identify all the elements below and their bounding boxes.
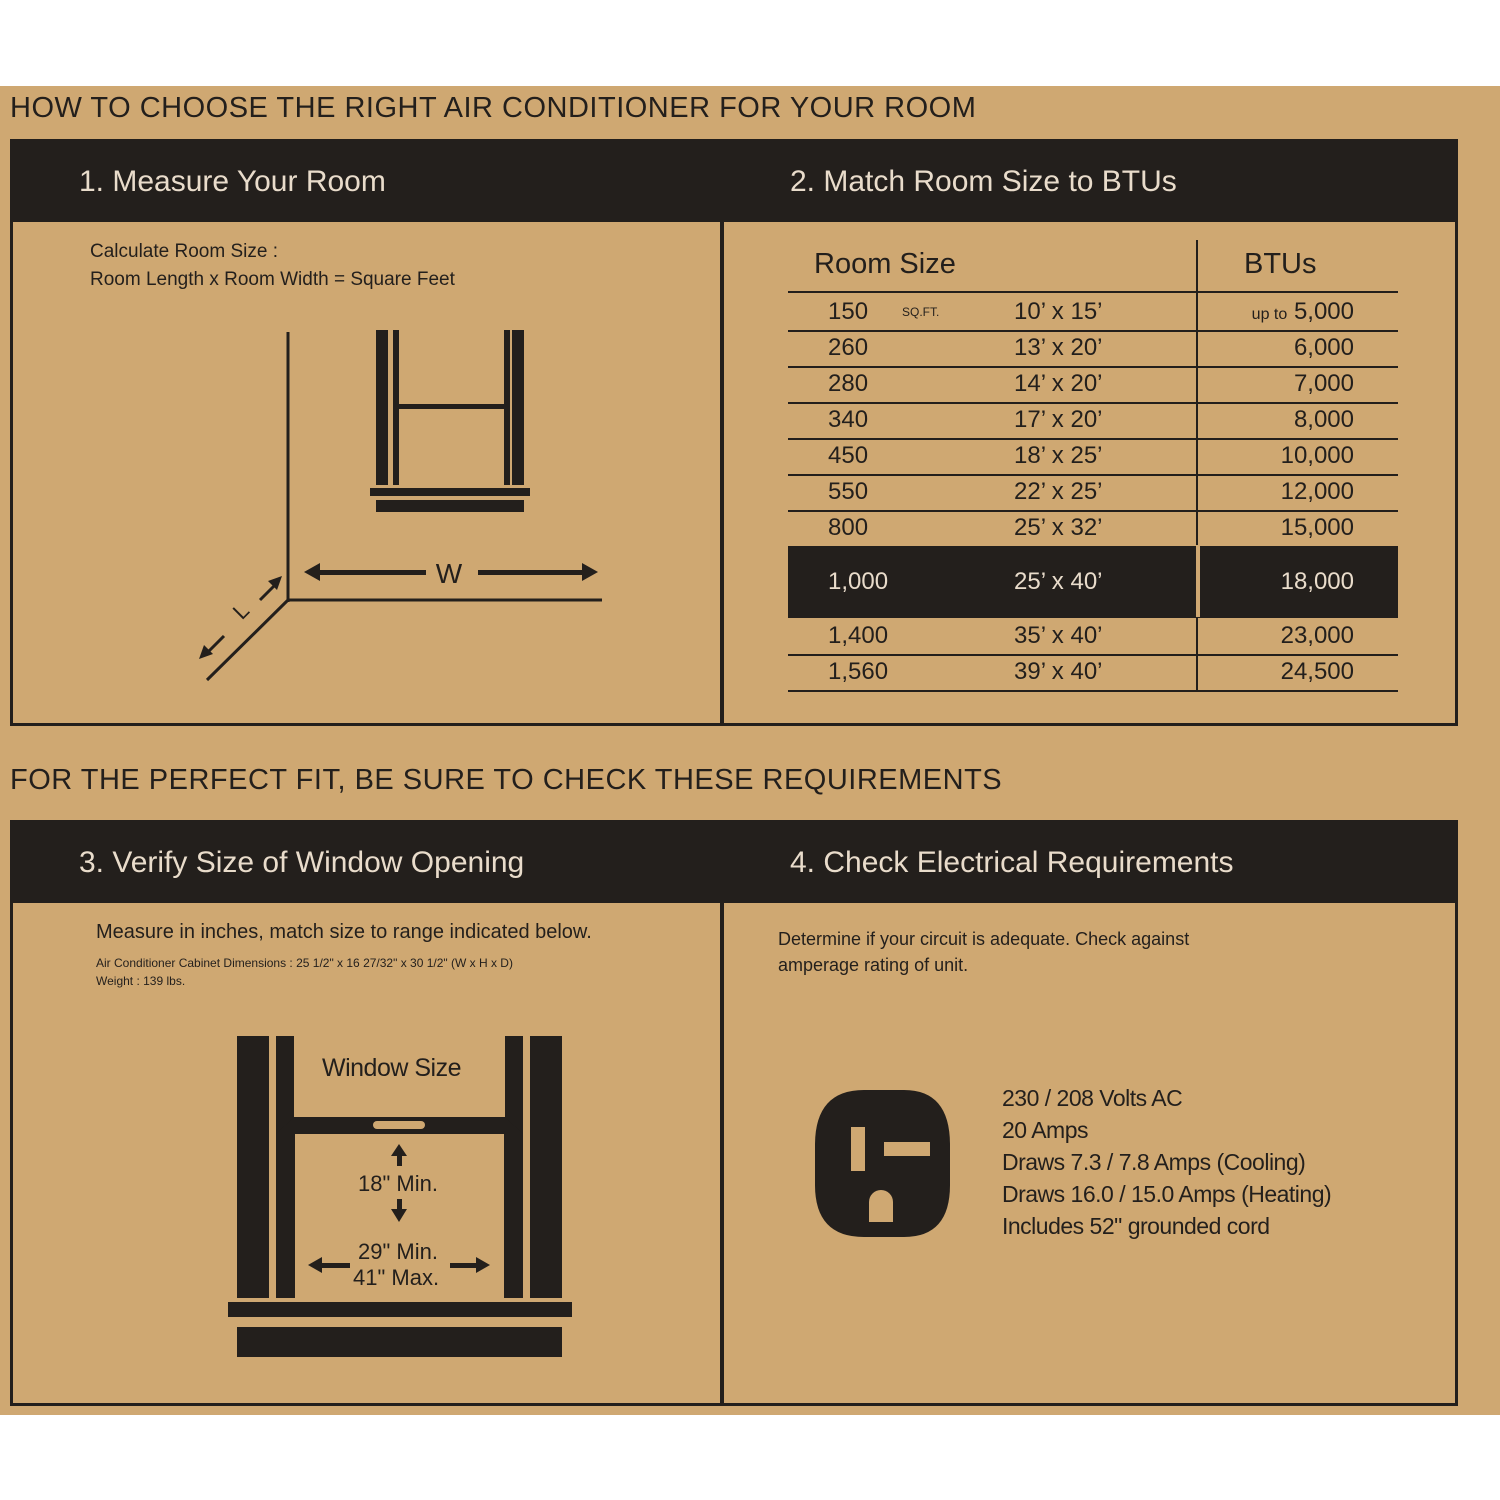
width-min-label: 29" Min. [358, 1239, 438, 1264]
room-size-value: 1,400 [828, 622, 889, 649]
btu-value: 7,000 [1293, 370, 1354, 397]
room-dimensions: 13’ x 20’ [1014, 334, 1103, 361]
height-min-label: 18" Min. [358, 1171, 438, 1196]
room-dimensions: 25’ x 32’ [1014, 514, 1103, 541]
btu-value: 15,000 [1280, 514, 1354, 541]
room-size-value: 1,000 [828, 568, 889, 595]
electrical-line-1: Determine if your circuit is adequate. Check against [778, 929, 1190, 949]
btu-value: 18,000 [1280, 568, 1354, 595]
btu-value: 12,000 [1280, 478, 1354, 505]
room-dimensions: 10’ x 15’ [1014, 298, 1103, 325]
window-instruction: Measure in inches, match size to range indicated below. [96, 921, 592, 943]
room-size-value: 150 [828, 298, 869, 325]
room-size-value: 1,560 [828, 658, 889, 685]
panel-title: 2. Match Room Size to BTUs [724, 142, 1455, 222]
room-dimensions: 39’ x 40’ [1014, 658, 1103, 685]
section-heading-choose: HOW TO CHOOSE THE RIGHT AIR CONDITIONER FOR YOUR ROOM [10, 92, 977, 124]
btu-value: 23,000 [1280, 622, 1354, 649]
room-dimensions: 35’ x 40’ [1014, 622, 1103, 649]
room-dimensions: 18’ x 25’ [1014, 442, 1103, 469]
electrical-specs [1002, 1082, 1331, 1242]
width-label: W [435, 558, 463, 589]
length-label: L [227, 597, 255, 625]
room-size-value: 450 [828, 442, 869, 469]
room-dimensions: 14’ x 20’ [1014, 370, 1103, 397]
panel-title: 4. Check Electrical Requirements [724, 823, 1455, 903]
btu-value: 24,500 [1280, 658, 1354, 685]
panel-title: 3. Verify Size of Window Opening [13, 823, 720, 903]
room-dimensions: 25’ x 40’ [1014, 568, 1103, 595]
electrical-spec-line: Includes 52" grounded cord [1002, 1213, 1270, 1239]
calc-line-1: Calculate Room Size : [90, 241, 278, 262]
room-size-value: 800 [828, 514, 869, 541]
unit-weight: Weight : 139 lbs. [96, 974, 186, 988]
room-size-value: 260 [828, 334, 869, 361]
electrical-spec-line: 20 Amps [1002, 1117, 1088, 1143]
electrical-spec-line: Draws 7.3 / 7.8 Amps (Cooling) [1002, 1149, 1306, 1175]
electrical-spec-line: 230 / 208 Volts AC [1002, 1085, 1183, 1111]
window-size-label: Window Size [322, 1054, 461, 1082]
panel-title: 1. Measure Your Room [13, 142, 720, 222]
column-header-room-size: Room Size [814, 248, 956, 280]
room-size-value: 550 [828, 478, 869, 505]
room-dimensions: 22’ x 25’ [1014, 478, 1103, 505]
column-header-btus: BTUs [1244, 248, 1317, 280]
btu-prefix: up to [1251, 306, 1288, 323]
section-heading-fit: FOR THE PERFECT FIT, BE SURE TO CHECK THESE REQUIREMENTS [10, 764, 1003, 796]
room-size-value: 340 [828, 406, 869, 433]
width-max-label: 41" Max. [353, 1265, 440, 1290]
btu-value: 10,000 [1280, 442, 1354, 469]
sqft-unit: SQ.FT. [902, 305, 940, 319]
btu-value: 5,000 [1293, 298, 1354, 325]
electrical-spec-line: Draws 16.0 / 15.0 Amps (Heating) [1002, 1181, 1332, 1207]
cabinet-dimensions: Air Conditioner Cabinet Dimensions : 25 1/2" x 16 27/32" x 30 1/2" (W x H x D) [96, 956, 513, 970]
calc-line-2: Room Length x Room Width = Square Feet [90, 269, 455, 290]
btu-value: 8,000 [1293, 406, 1354, 433]
electrical-line-2: amperage rating of unit. [778, 955, 969, 975]
btu-value: 6,000 [1293, 334, 1354, 361]
room-dimensions: 17’ x 20’ [1014, 406, 1103, 433]
room-size-value: 280 [828, 370, 869, 397]
